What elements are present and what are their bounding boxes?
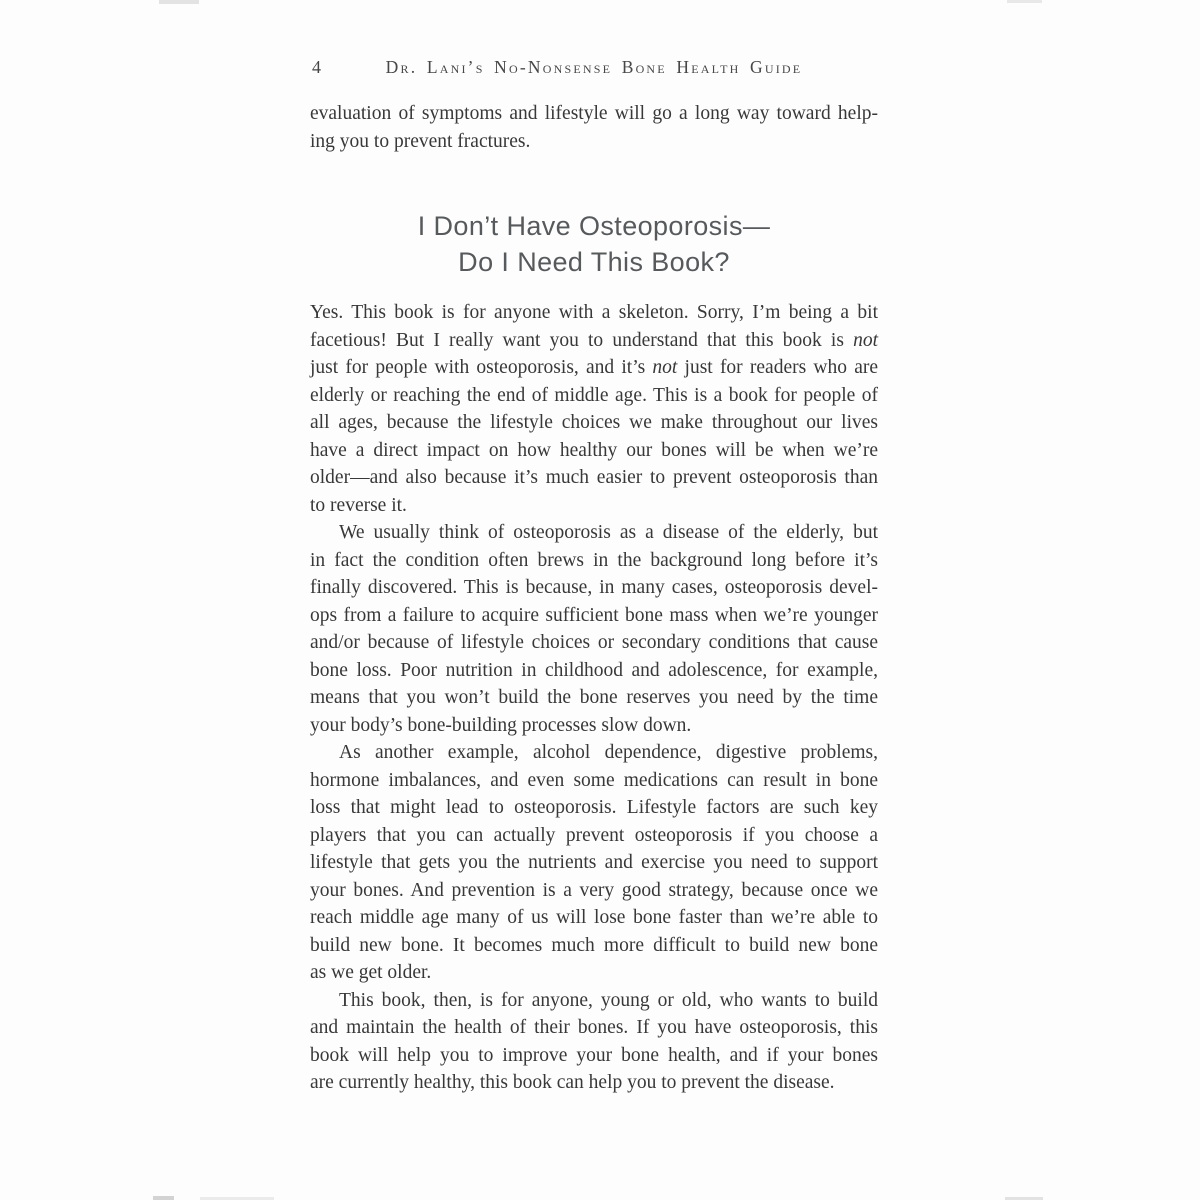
- text-line: older—and also because it’s much easier to prevent osteoporosis than: [310, 467, 878, 488]
- section-heading-line-1: I Don’t Have Osteoporosis—: [417, 211, 771, 241]
- text-line: Yes. This book is for anyone with a skeleton. Sorry, I’m being a bit: [310, 302, 878, 323]
- section-heading: [310, 209, 878, 280]
- text-line: bone loss. Poor nutrition in childhood and adolescence, for example,: [310, 659, 878, 681]
- text-line: and maintain the health of their bones. If you have osteoporosis, this: [310, 1017, 878, 1038]
- scan-artifact-top-left: [159, 0, 199, 4]
- body-text: [310, 299, 878, 1097]
- paragraph: [310, 987, 878, 1097]
- text-line: facetious! But I really want you to understand that this book is not: [310, 329, 878, 351]
- paragraph: [310, 299, 878, 519]
- text-line: We usually think of osteoporosis as a disease of the elderly, but: [339, 522, 878, 543]
- text-line: all ages, because the lifestyle choices we make throughout our lives: [310, 412, 878, 433]
- continuation-paragraph: [310, 100, 878, 155]
- paragraph: [310, 519, 878, 739]
- text-line: As another example, alcohol dependence, digestive problems,: [339, 742, 878, 763]
- paragraph: [310, 100, 878, 155]
- text-line: elderly or reaching the end of middle age. This is a book for people of: [310, 384, 878, 406]
- text-line: lifestyle that gets you the nutrients and exercise you need to support: [310, 852, 878, 873]
- text-line: as we get older.: [310, 962, 432, 983]
- section-heading-line-2: Do I Need This Book?: [458, 246, 730, 277]
- text-line: just for people with osteoporosis, and it’s not just for readers who are: [310, 357, 878, 378]
- text-line: have a direct impact on how healthy our bones will be when we’re: [310, 439, 878, 461]
- running-header: [310, 57, 878, 81]
- text-line: book will help you to improve your bone health, and if your bones: [310, 1044, 878, 1066]
- text-line: in fact the condition often brews in the background long before it’s: [310, 549, 878, 571]
- text-line: means that you won’t build the bone reserves you need by the time: [310, 687, 878, 708]
- text-line: and/or because of lifestyle choices or secondary conditions that cause: [310, 632, 878, 653]
- text-line: build new bone. It becomes much more difficult to build new bone: [310, 934, 878, 956]
- running-title: Dr. Lani’s No-Nonsense Bone Health Guide: [385, 57, 803, 77]
- scan-artifact-bottom-left: [153, 1196, 174, 1200]
- text-line: This book, then, is for anyone, young or old, who wants to build: [339, 989, 878, 1011]
- text-line: finally discovered. This is because, in many cases, osteoporosis devel-: [310, 577, 878, 598]
- paragraph: [310, 739, 878, 987]
- text-line: your bones. And prevention is a very good strategy, because once we: [310, 879, 878, 901]
- text-line: to reverse it.: [310, 494, 407, 516]
- text-line: reach middle age many of us will lose bone faster than we’re able to: [310, 907, 878, 928]
- text-line: your body’s bone-building processes slow down.: [310, 714, 692, 736]
- page-number: 4: [312, 57, 321, 77]
- text-line: evaluation of symptoms and lifestyle will go a long way toward help-: [310, 103, 878, 124]
- text-line: ing you to prevent fractures.: [310, 130, 531, 152]
- text-line: ops from a failure to acquire sufficient bone mass when we’re younger: [310, 604, 878, 626]
- text-line: hormone imbalances, and even some medications can result in bone: [310, 769, 878, 791]
- scan-artifact-top-right: [1007, 0, 1042, 3]
- text-line: are currently healthy, this book can help you to prevent the disease.: [310, 1072, 835, 1093]
- text-line: loss that might lead to osteoporosis. Lifestyle factors are such key: [310, 797, 878, 818]
- text-line: players that you can actually prevent osteoporosis if you choose a: [310, 824, 878, 846]
